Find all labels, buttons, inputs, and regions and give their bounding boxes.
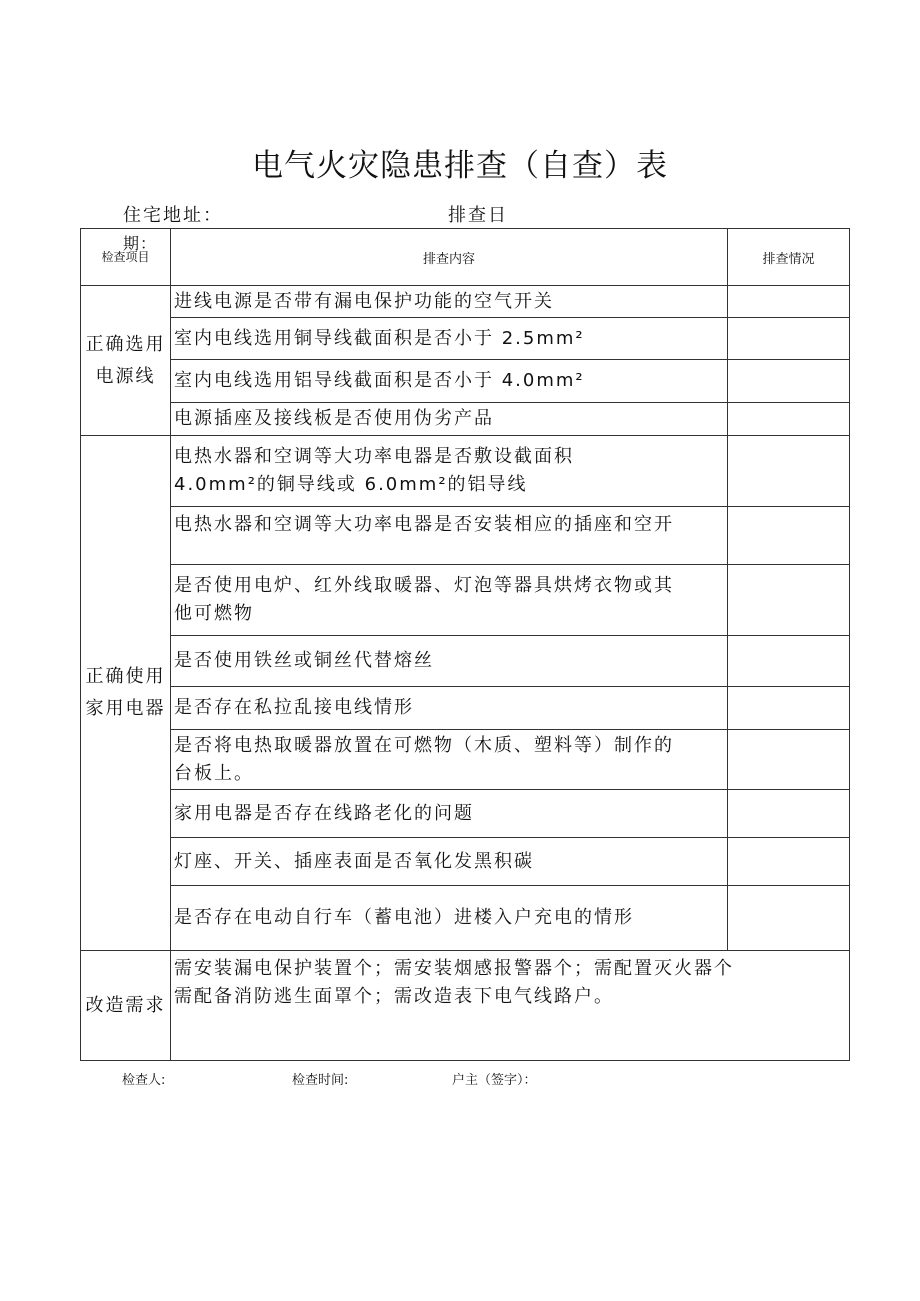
col-header-content: 排查内容 <box>171 229 728 286</box>
result-cell[interactable] <box>728 886 850 951</box>
inspection-table <box>80 228 850 1061</box>
table-row <box>81 360 850 403</box>
result-cell[interactable] <box>728 730 850 790</box>
table-row <box>81 318 850 360</box>
date-label-continuation: 期： <box>123 234 158 253</box>
col-header-result: 排查情况 <box>728 229 850 286</box>
check-item: 进线电源是否带有漏电保护功能的空气开关 <box>171 286 728 318</box>
result-cell[interactable] <box>728 838 850 886</box>
table-row <box>81 790 850 838</box>
result-cell[interactable] <box>728 636 850 687</box>
inspection-time-label: 检查时间: <box>292 1073 349 1088</box>
renovation-needs: 需安装漏电保护装置个；需安装烟感报警器个；需配置灭火器个 需配备消防逃生面罩个；需改造表下电气线路户。 <box>171 951 850 1061</box>
check-item: 电源插座及接线板是否使用伪劣产品 <box>171 403 728 436</box>
check-item: 家用电器是否存在线路老化的问题 <box>171 790 728 838</box>
category-renovation: 改造需求 <box>81 951 171 1061</box>
col-header-item: 期： 检查项目 <box>81 229 171 286</box>
table-row <box>81 286 850 318</box>
owner-signature-label: 户主（签字）： <box>452 1073 537 1088</box>
result-cell[interactable] <box>728 286 850 318</box>
result-cell[interactable] <box>728 403 850 436</box>
page-title: 电气火灾隐患排查（自查）表 <box>252 148 668 184</box>
result-cell[interactable] <box>728 436 850 507</box>
table-row <box>81 838 850 886</box>
result-cell[interactable] <box>728 507 850 565</box>
table-row <box>81 565 850 636</box>
table-header-row <box>81 229 850 286</box>
table-row <box>81 403 850 436</box>
result-cell[interactable] <box>728 790 850 838</box>
check-item: 是否将电热取暖器放置在可燃物（木质、塑料等）制作的 台板上。 <box>171 730 728 790</box>
table-row <box>81 507 850 565</box>
inspector-label: 检查人: <box>122 1073 166 1088</box>
check-item: 是否存在电动自行车（蓄电池）进楼入户充电的情形 <box>171 886 728 951</box>
check-item: 是否存在私拉乱接电线情形 <box>171 687 728 730</box>
result-cell[interactable] <box>728 687 850 730</box>
check-item: 室内电线选用铜导线截面积是否小于 2.5mm² <box>171 318 728 360</box>
table-row <box>81 687 850 730</box>
table-row <box>81 636 850 687</box>
category-appliances: 正确使用 家用电器 <box>81 436 171 951</box>
category-power-cable: 正确选用 电源线 <box>81 286 171 436</box>
check-item: 灯座、开关、插座表面是否氧化发黑积碳 <box>171 838 728 886</box>
table-row <box>81 886 850 951</box>
table-row <box>81 436 850 507</box>
address-label: 住宅地址： <box>123 205 223 226</box>
check-item: 电热水器和空调等大功率电器是否安装相应的插座和空开 <box>171 507 728 565</box>
check-item: 是否使用电炉、红外线取暖器、灯泡等器具烘烤衣物或其 他可燃物 <box>171 565 728 636</box>
table-row <box>81 951 850 1061</box>
result-cell[interactable] <box>728 318 850 360</box>
result-cell[interactable] <box>728 565 850 636</box>
result-cell[interactable] <box>728 360 850 403</box>
table-row <box>81 730 850 790</box>
check-item: 室内电线选用铝导线截面积是否小于 4.0mm² <box>171 360 728 403</box>
date-label: 排查日 <box>448 205 508 226</box>
check-item: 电热水器和空调等大功率电器是否敷设截面积 4.0mm²的铜导线或 6.0mm²的铝导线 <box>171 436 728 507</box>
check-item: 是否使用铁丝或铜丝代替熔丝 <box>171 636 728 687</box>
